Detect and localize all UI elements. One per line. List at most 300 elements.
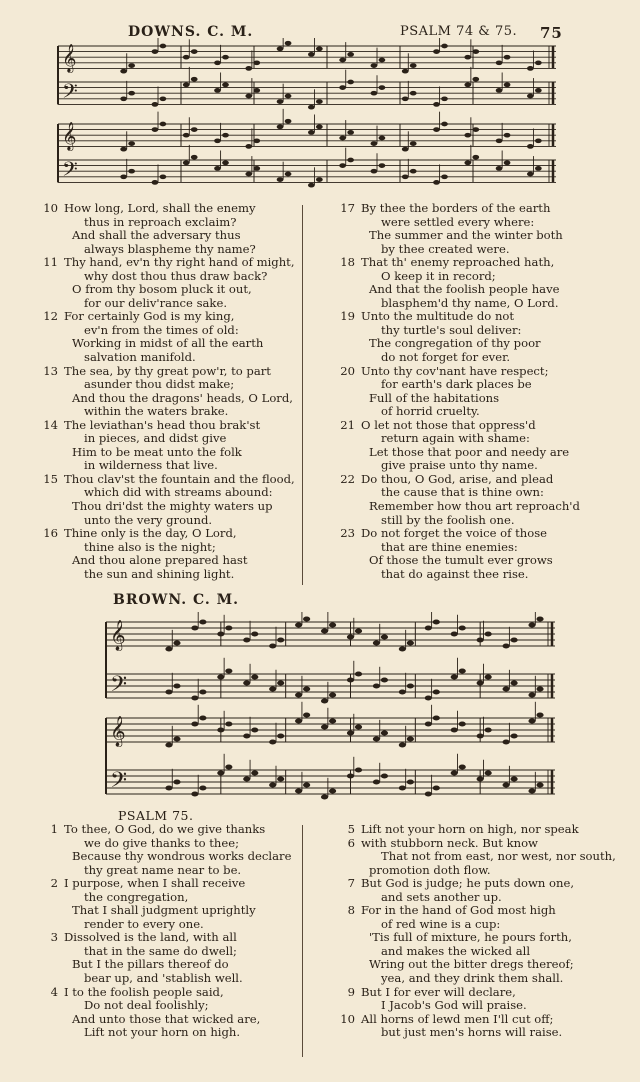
note [295, 622, 302, 627]
note [527, 172, 534, 177]
note [321, 794, 328, 799]
note [225, 668, 232, 673]
note [277, 46, 284, 51]
note [191, 77, 198, 82]
verse-line [8, 1013, 308, 1027]
note [371, 141, 378, 146]
verse-text: That th' enemy reproached hath, [361, 255, 555, 270]
verse-text: Unto thy cov'nant have respect; [361, 363, 549, 378]
verse-line [305, 877, 635, 891]
note [535, 166, 542, 171]
note [329, 718, 336, 723]
verse-number: 17 [340, 201, 355, 215]
note [183, 133, 190, 138]
verse-text: Lift not your horn on high. [84, 1025, 241, 1040]
verse-text: I to the foolish people said, [64, 984, 224, 999]
note [464, 160, 471, 165]
note [347, 130, 354, 135]
verse-text: yea, and they drink them shall. [381, 971, 564, 986]
note [128, 169, 135, 174]
note [214, 138, 221, 143]
note [285, 119, 292, 124]
note [535, 88, 542, 93]
note [321, 698, 328, 703]
note [225, 625, 232, 630]
verse-line [305, 918, 635, 932]
verse-text: The summer and the winter both [369, 228, 563, 243]
verse-number: 16 [43, 526, 58, 541]
note [152, 180, 159, 185]
note [407, 640, 414, 645]
note [225, 721, 232, 726]
verse-text: 'Tis full of mixture, he pours forth, [369, 930, 572, 945]
verse-text: of red wine is a cup: [381, 916, 501, 931]
verse-text: Dissolved is the land, with all [64, 930, 237, 945]
downs-score [0, 38, 640, 198]
verse-text: why dost thou thus draw back? [84, 268, 268, 283]
verse-number: 7 [347, 876, 355, 891]
verse-text: Wring out the bitter dregs thereof; [369, 957, 574, 972]
note [433, 689, 440, 694]
verse-text: Full of the habitations [369, 390, 500, 405]
verse-text: Remember how thou art reproach'd [369, 499, 580, 514]
verse [8, 310, 300, 364]
psalm75-heading: PSALM 75. [118, 808, 194, 823]
verse-text: render to every one. [84, 916, 204, 931]
note [152, 49, 159, 54]
note [451, 727, 458, 732]
note [128, 141, 135, 146]
verse-line [305, 904, 635, 918]
verse-text: for our deliv'rance sake. [84, 295, 228, 310]
note [243, 733, 250, 738]
verse-text: O from thy bosom pluck it out, [72, 282, 252, 297]
note [373, 736, 380, 741]
verse-text: Him to be meat unto the folk [72, 444, 242, 459]
verse-line [305, 324, 635, 338]
note [277, 733, 284, 738]
verse [305, 823, 635, 837]
note [459, 764, 466, 769]
note [399, 785, 406, 790]
verse-text: still by the foolish one. [381, 512, 515, 527]
verse-text: The congregation of thy poor [369, 336, 541, 351]
verse [8, 877, 308, 931]
brown-system-2 [106, 702, 555, 800]
note [303, 616, 310, 621]
verse-text: For certainly God is my king, [64, 309, 235, 324]
note [510, 680, 517, 685]
note [373, 683, 380, 688]
note [402, 69, 409, 74]
note [191, 625, 198, 630]
verse-text: The sea, by thy great pow'r, to part [64, 363, 271, 378]
verse-text: that do against thee rise. [381, 566, 529, 581]
note [425, 791, 432, 796]
verse-number: 9 [347, 984, 355, 999]
note [295, 788, 302, 793]
note [160, 96, 167, 101]
verse-line [8, 931, 308, 945]
verse-line [8, 419, 300, 433]
verse-text: return again with shame: [381, 431, 530, 446]
note [308, 183, 315, 188]
verse-line [305, 446, 635, 460]
note [510, 776, 517, 781]
note [214, 166, 221, 171]
verse [8, 931, 308, 985]
note [339, 163, 346, 168]
verse-line [305, 986, 635, 1000]
note [222, 82, 229, 87]
verse-line [305, 891, 635, 905]
note [536, 686, 543, 691]
verse-text: For in the hand of God most high [361, 903, 556, 918]
verse-text: but just men's horns will raise. [381, 1025, 563, 1040]
verse-text: the congregation, [84, 889, 189, 904]
note [173, 683, 180, 688]
verse [305, 419, 635, 473]
note [407, 779, 414, 784]
verse [8, 823, 308, 877]
bass-clef-icon: 𝄢 [62, 79, 78, 109]
note [277, 124, 284, 129]
verse-line [8, 500, 300, 514]
verse-text: within the waters brake. [84, 404, 229, 419]
verse-line [305, 283, 635, 297]
note [269, 686, 276, 691]
verse-line [8, 904, 308, 918]
note [222, 133, 229, 138]
verse-line [8, 459, 300, 473]
note [183, 55, 190, 60]
verse-line [305, 365, 635, 379]
verse [305, 904, 635, 985]
note [277, 776, 284, 781]
verse-line [8, 229, 300, 243]
note [407, 736, 414, 741]
verse [8, 527, 300, 581]
note [399, 646, 406, 651]
note [243, 776, 250, 781]
verse-line [8, 256, 300, 270]
verse-text: Do thou, O God, arise, and plead [361, 471, 554, 486]
verse-line [8, 945, 308, 959]
verse [8, 986, 308, 1040]
verse-line [8, 891, 308, 905]
verse [8, 365, 300, 419]
note [441, 122, 448, 127]
note [381, 634, 388, 639]
verse-line [305, 1026, 635, 1040]
note [152, 102, 159, 107]
verse-line [8, 918, 308, 932]
tune-title-brown: BROWN. C. M. [113, 592, 240, 608]
verse-text: the cause that is thine own: [381, 485, 544, 500]
note [399, 689, 406, 694]
verse-line [8, 283, 300, 297]
verse-text: ev'n from the times of old: [84, 322, 239, 337]
verse-line [305, 864, 635, 878]
note [277, 99, 284, 104]
bass-clef-icon: 𝄢 [110, 671, 127, 703]
psalm75-left-column [8, 823, 308, 1040]
verse [305, 877, 635, 904]
note [173, 640, 180, 645]
verse-line [305, 568, 635, 582]
staff [106, 612, 555, 652]
note [285, 41, 292, 46]
note [504, 133, 511, 138]
note [316, 46, 323, 51]
psalm74-right-column [305, 202, 635, 581]
note [433, 619, 440, 624]
verse [305, 202, 635, 256]
treble-clef-icon: 𝄞 [62, 121, 77, 151]
note [433, 715, 440, 720]
verse-text: That I shall judgment uprightly [72, 903, 256, 918]
verse-text: Do not forget the voice of those [361, 526, 548, 541]
note [251, 727, 258, 732]
verse-line [8, 216, 300, 230]
note [504, 55, 511, 60]
note [245, 172, 252, 177]
note [152, 127, 159, 132]
verse-line [305, 500, 635, 514]
verse [8, 473, 300, 527]
verse-line [8, 243, 300, 257]
verse-text: blasphem'd thy name, O Lord. [381, 295, 559, 310]
note [277, 177, 284, 182]
note [485, 674, 492, 679]
verse-line [8, 446, 300, 460]
note [410, 169, 417, 174]
verse-number: 18 [340, 255, 355, 270]
verse-text: Do not deal foolishly; [84, 998, 209, 1013]
note [339, 58, 346, 63]
note [425, 695, 432, 700]
note [308, 130, 315, 135]
verse-text: And thou alone prepared hast [72, 553, 248, 568]
verse-text: salvation manifold. [84, 350, 196, 365]
psalm75-right-column [305, 823, 635, 1040]
note [433, 180, 440, 185]
verse-text: thy great name near to be. [84, 862, 242, 877]
note [269, 739, 276, 744]
verse-text: asunder thou didst make; [84, 377, 235, 392]
note [191, 49, 198, 54]
verse-number: 5 [347, 822, 355, 836]
verse-text: in pieces, and didst give [84, 431, 227, 446]
verse-number: 12 [43, 309, 58, 324]
verse-text: thine also is the night; [84, 539, 216, 554]
note [371, 91, 378, 96]
note [120, 174, 127, 179]
treble-clef-icon: 𝄞 [110, 715, 126, 747]
verse-text: Of those the tumult ever grows [369, 553, 553, 568]
verse-text: How long, Lord, shall the enemy [64, 201, 256, 215]
staff [58, 145, 556, 188]
note [165, 689, 172, 694]
verse-text: unto the very ground. [84, 512, 213, 527]
note [379, 58, 386, 63]
note [251, 631, 258, 636]
note [128, 91, 135, 96]
note [222, 160, 229, 165]
downs-system-1 [58, 38, 556, 110]
verse-line [305, 931, 635, 945]
verse-number: 23 [340, 526, 355, 541]
verse-line [8, 378, 300, 392]
note [295, 718, 302, 723]
note [183, 160, 190, 165]
note [496, 88, 503, 93]
note [165, 785, 172, 790]
verse-line [305, 514, 635, 528]
treble-clef-icon: 𝄞 [110, 619, 126, 651]
verse-line [8, 527, 300, 541]
verse-text: thy turtle's soul deliver: [381, 322, 522, 337]
note [316, 99, 323, 104]
note [503, 739, 510, 744]
note [321, 628, 328, 633]
note [451, 631, 458, 636]
note [410, 63, 417, 68]
note [459, 668, 466, 673]
note [347, 158, 354, 163]
note [329, 622, 336, 627]
note [199, 785, 206, 790]
treble-clef-icon: 𝄞 [62, 43, 77, 73]
verse-line [305, 297, 635, 311]
verse-line [305, 972, 635, 986]
verse-text: promotion doth flow. [369, 862, 491, 877]
verse-number: 13 [43, 363, 58, 378]
staff [58, 67, 556, 110]
note [402, 96, 409, 101]
verse-line [305, 459, 635, 473]
note [528, 692, 535, 697]
note [527, 144, 534, 149]
verse-line [8, 514, 300, 528]
verse-line [8, 568, 300, 582]
note [269, 782, 276, 787]
verse-line [305, 216, 635, 230]
note [160, 122, 167, 127]
verse-line [8, 270, 300, 284]
verse-text: Working in midst of all the earth [72, 336, 264, 351]
verse-line [8, 473, 300, 487]
verse-line [305, 850, 635, 864]
column-divider [302, 205, 303, 585]
verse [305, 837, 635, 878]
verse-number: 4 [50, 984, 58, 999]
verse-line [305, 310, 635, 324]
verse [305, 310, 635, 364]
verse-line [8, 297, 300, 311]
verse-line [305, 1013, 635, 1027]
verse-number: 10 [43, 201, 58, 215]
verse-line [8, 864, 308, 878]
verse-number: 21 [340, 417, 355, 432]
verse-text: we do give thanks to thee; [84, 835, 240, 850]
verse-line [8, 486, 300, 500]
note [527, 94, 534, 99]
note [245, 66, 252, 71]
note [316, 177, 323, 182]
note [433, 785, 440, 790]
verse-text: Because thy wondrous works declare [72, 849, 292, 864]
verse [8, 419, 300, 473]
verse-text: By thee the borders of the earth [361, 201, 551, 215]
note [451, 674, 458, 679]
note [410, 91, 417, 96]
note [355, 671, 362, 676]
note [503, 643, 510, 648]
verse-text: by thee created were. [381, 241, 510, 256]
verse-number: 2 [50, 876, 58, 891]
note [528, 622, 535, 627]
note [399, 742, 406, 747]
verse-line [8, 1026, 308, 1040]
verse-line [8, 392, 300, 406]
note [504, 160, 511, 165]
verse-line [305, 527, 635, 541]
verse-line [305, 270, 635, 284]
verse-number: 3 [50, 930, 58, 945]
note [527, 66, 534, 71]
verse-line [305, 229, 635, 243]
note [243, 637, 250, 642]
verse-line [8, 837, 308, 851]
psalm-reference: PSALM 74 & 75. [400, 24, 518, 39]
note [199, 619, 206, 624]
note [277, 680, 284, 685]
verse-line [8, 432, 300, 446]
note [485, 631, 492, 636]
verse-number: 15 [43, 471, 58, 486]
verse [8, 202, 300, 256]
note [214, 60, 221, 65]
note [425, 721, 432, 726]
note [316, 124, 323, 129]
note [371, 63, 378, 68]
note [191, 155, 198, 160]
verse-number: 1 [50, 822, 58, 836]
verse-text: and sets another up. [381, 889, 502, 904]
verse-line [305, 337, 635, 351]
verse-text: I purpose, when I shall receive [64, 876, 246, 891]
verse-text: The leviathan's head thou brak'st [64, 417, 261, 432]
brown-system-1 [106, 612, 555, 704]
note [496, 166, 503, 171]
note [222, 55, 229, 60]
verse-line [305, 473, 635, 487]
verse-text: give praise unto thy name. [381, 458, 538, 473]
staff [106, 702, 555, 748]
note [441, 96, 448, 101]
verse-line [8, 986, 308, 1000]
note [191, 721, 198, 726]
verse-number: 20 [340, 363, 355, 378]
verse-text: But I for ever will declare, [361, 984, 516, 999]
verse-line [305, 958, 635, 972]
note [355, 724, 362, 729]
verse [305, 1013, 635, 1040]
verse-text: And unto those that wicked are, [72, 1011, 261, 1026]
verse [8, 256, 300, 310]
note [451, 770, 458, 775]
